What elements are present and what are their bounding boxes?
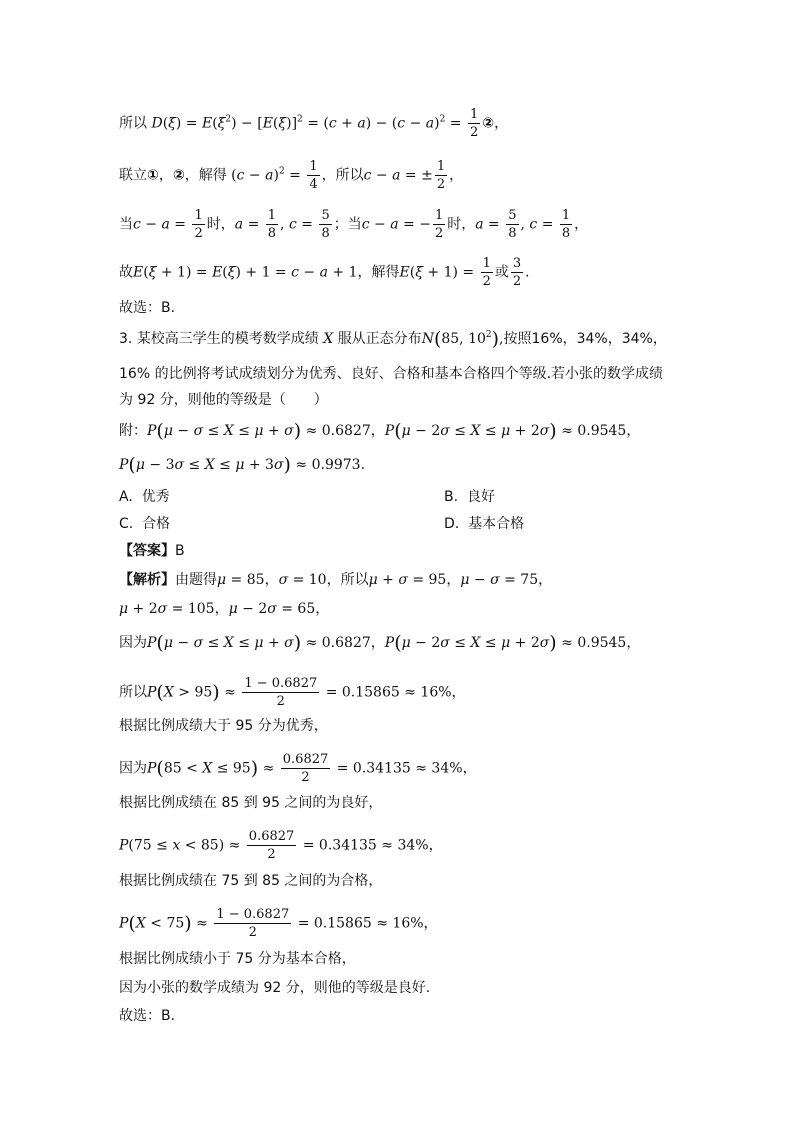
circle-two-mark: ② [172,167,185,184]
option-text: 优秀 [141,489,170,505]
solution-line-variance: 所以 $D(\xi) = E(\xi^2) - [E(\xi)]^2 = (c + a) - (c - a)^2$ = $\frac{1}{2}$ ②， [119,107,509,140]
analysis-line3: 因为P(μ − σ ≤ X ≤ μ + σ) ≈ 0.6827，P(μ − 2σ ≤ X ≤ μ + 2σ) ≈ 0.9545， [119,632,641,654]
text: ，所以 [326,572,369,588]
text: ， [370,635,385,651]
answer-value: B [175,543,185,559]
analysis-rule-good: 根据比例成绩在 85 到 95 之间的为良好， [119,795,383,811]
text: ， [315,601,330,617]
text: ， [428,837,443,854]
analysis-label: 【解析】 [119,572,175,588]
option-d[interactable] [444,514,524,534]
question-3-appendix-line1: 附：P(μ − σ ≤ X ≤ μ + σ) ≈ 0.6827，P(μ − 2σ ≤ X ≤ μ + 2σ) ≈ 0.9545， [119,420,641,442]
option-a[interactable] [119,487,170,507]
option-letter: A. [119,489,133,505]
question-3-stem-line1: 3. 某校高三学生的模考数学成绩 X 服从正态分布N(85, $10^2$),按照16%，34%，34%， [119,328,667,350]
text: 所以 [119,115,147,132]
analysis-conclusion: 因为小张的数学成绩为 92 分，则他的等级是良好. [119,980,431,996]
solution-line-cases: 当c − a = $\frac{1}{2}$ 时，a = $\frac{1}{8}$ , c = $\frac{5}{8}$ ；当c − a = − $\frac{1}{2}$ 时，a = $\frac{5}{8}$ , c = $\frac{1}{8}$ ， [119,208,589,241]
solution-line-combine: 联立①，②，解得 $(c - a)^2$ = $\frac{1}{4}$ ，所以c − a = ± $\frac{1}{2}$ ， [119,159,464,192]
analysis-line5: 因为P(85 < X ≤ 95) ≈ $\frac{0.6827}{2}$ = 0.34135 ≈ 34%， [119,752,477,785]
analysis-line7: P(X < 75) ≈ $\frac{1 - 0.6827}{2}$ = 0.15865 ≈ 16%， [119,907,438,940]
text: ， [574,216,589,233]
text: 由题得 [175,572,217,588]
circle-one-mark: ① [147,167,159,184]
text: ， [462,760,477,777]
solution-line-expectation: 故E(ξ + 1) = E(ξ) + 1 = c − a + 1，解得E(ξ + 1) = $\frac{1}{2}$ 或 $\frac{3}{2}$ . [119,256,530,289]
text: 或 [494,264,509,281]
text: 因为 [119,635,147,651]
analysis-final-answer: 故选：B. [119,1008,176,1024]
text: ， [538,572,553,588]
text: 16%，34%，34%， [531,331,667,347]
option-text: 基本合格 [468,516,525,532]
option-c[interactable] [119,514,170,534]
option-letter: C. [119,516,134,532]
text: . [525,264,530,281]
analysis-rule-excellent: 根据比例成绩大于 95 分为优秀， [119,718,328,734]
text: ， [451,684,466,701]
text: 故 [119,264,133,281]
text: 当 [119,216,133,233]
analysis-rule-pass: 根据比例成绩在 75 到 85 之间的为合格， [119,873,383,889]
text: ， [158,167,173,184]
option-b[interactable] [444,487,495,507]
question-3-appendix-line2: P(μ − 3σ ≤ X ≤ μ + 3σ) ≈ 0.9973. [119,454,366,476]
text: ， [423,915,438,932]
text: 服从正态分布 [337,331,422,347]
analysis-rule-basic: 根据比例成绩小于 75 分为基本合格， [119,951,356,967]
text: ，所以 [321,167,364,184]
text: 联立 [119,167,147,184]
option-text: 良好 [466,489,495,505]
question-3-stem-line2: 16% 的比例将考试成绩划分为优秀、良好、合格和基本合格四个等级.若小张的数学成绩 [119,366,664,382]
text: ， [626,423,641,439]
text: ， [626,635,641,651]
text: ， [446,572,461,588]
option-letter: D. [444,516,460,532]
text: 时， [206,216,235,233]
text: ，解得 [357,264,400,281]
text: 因为 [119,760,147,777]
text: ， [370,423,385,439]
text: 3. 某校高三学生的模考数学成绩 [119,331,319,347]
text: ，解得 [184,167,227,184]
answer-line [119,541,185,561]
text: 按照 [503,331,532,347]
analysis-line2: μ + 2σ = 105，μ − 2σ = 65， [119,601,330,617]
option-text: 合格 [142,516,171,532]
text: 所以 [119,684,147,701]
option-letter: B. [444,489,459,505]
question-3-stem-line3: 为 92 分，则他的等级是（ ） [119,392,328,408]
text: ；当 [333,216,362,233]
analysis-line4: 所以P(X > 95) ≈ $\frac{1 - 0.6827}{2}$ = 0.15865 ≈ 16%， [119,676,466,709]
text: 时， [447,216,476,233]
answer-label: 【答案】 [119,543,175,559]
text: ， [494,115,509,132]
text: ， [449,167,464,184]
text: ， [214,601,229,617]
prev-answer-line: 故选：B. [119,300,176,316]
circle-two-mark: ② [482,115,495,132]
text: . [360,457,366,473]
text: 附： [119,423,147,439]
analysis-line6: P(75 ≤ x < 85) ≈ $\frac{0.6827}{2}$ = 0.34135 ≈ 34%， [119,829,443,862]
analysis-line1: 【解析】由题得μ = 85，σ = 10，所以μ + σ = 95，μ − σ = 75， [119,572,553,588]
text: ， [264,572,279,588]
